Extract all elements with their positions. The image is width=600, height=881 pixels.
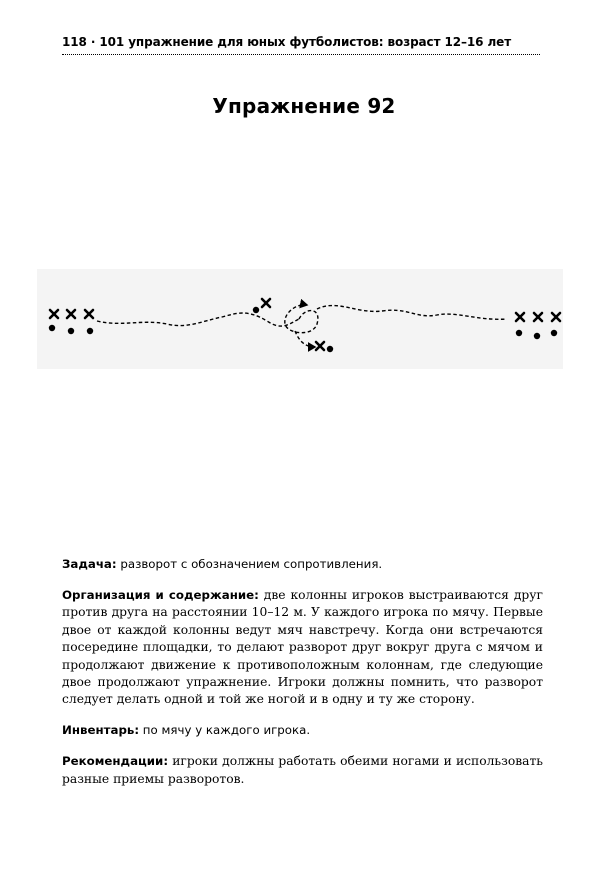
- organization-label: Организация и содержание:: [62, 587, 259, 602]
- right-column-players: [516, 313, 560, 321]
- turn-loop-path: [285, 305, 318, 333]
- right-column-balls: [516, 330, 557, 339]
- left-column-players: [50, 310, 93, 318]
- ball-dot-icon: [68, 328, 74, 334]
- header-dotted-rule: [62, 54, 540, 55]
- equipment-text: по мячу у каждого игрока.: [139, 723, 311, 738]
- exercise-description: [62, 556, 543, 801]
- ball-dot-icon: [87, 328, 93, 334]
- player-cross-icon: [534, 313, 542, 321]
- center-player-top-cross-icon: [262, 299, 270, 307]
- center-to-right-path: [317, 306, 507, 320]
- ball-dot-icon: [327, 346, 333, 352]
- task-text: разворот с обозначением сопротивления.: [116, 557, 383, 571]
- center-player-bottom-cross-icon: [316, 342, 324, 350]
- recommendations-text: игроки должны работать обеими ногами и использовать разные приемы разворотов.: [62, 754, 543, 786]
- ball-dot-icon: [516, 330, 522, 336]
- player-cross-icon: [552, 313, 560, 321]
- running-head: 118 · 101 упражнение для юных футболистов: возраст 12–16 лет: [62, 35, 512, 49]
- organization-paragraph: [62, 587, 543, 709]
- equipment-paragraph: [62, 722, 543, 739]
- player-cross-icon: [85, 310, 93, 318]
- exercise-diagram: [37, 269, 563, 369]
- organization-text: две колонны игроков выстраиваются друг против друга на расстоянии 10–12 м. У каждого игрока по мячу. Первые двое от каждой колонны ведут мяч навстречу. Когда они встречаются посередине площадки, то делают разворот друг вокруг друга с мячом и продолжают движение к противоположным колоннам, где следующие двое продолжают упражнение. Игроки должны помнить, что разворот следует делать одной и той же ногой и в одну и ту же сторону.: [62, 587, 543, 707]
- ball-dot-icon: [551, 330, 557, 336]
- left-column-balls: [49, 325, 93, 334]
- exit-arrow-path: [295, 331, 315, 347]
- recommendations-label: Рекомендации:: [62, 754, 169, 769]
- player-cross-icon: [516, 313, 524, 321]
- equipment-label: Инвентарь:: [62, 723, 140, 738]
- exercise-title: Упражнение 92: [212, 94, 396, 118]
- left-dribble-path: [97, 313, 299, 326]
- ball-dot-icon: [253, 307, 259, 313]
- recommendations-paragraph: [62, 753, 543, 788]
- ball-dot-icon: [49, 325, 55, 331]
- player-cross-icon: [67, 310, 75, 318]
- task-paragraph: [62, 556, 543, 573]
- player-cross-icon: [50, 310, 58, 318]
- task-label: Задача:: [62, 557, 117, 571]
- ball-dot-icon: [534, 333, 540, 339]
